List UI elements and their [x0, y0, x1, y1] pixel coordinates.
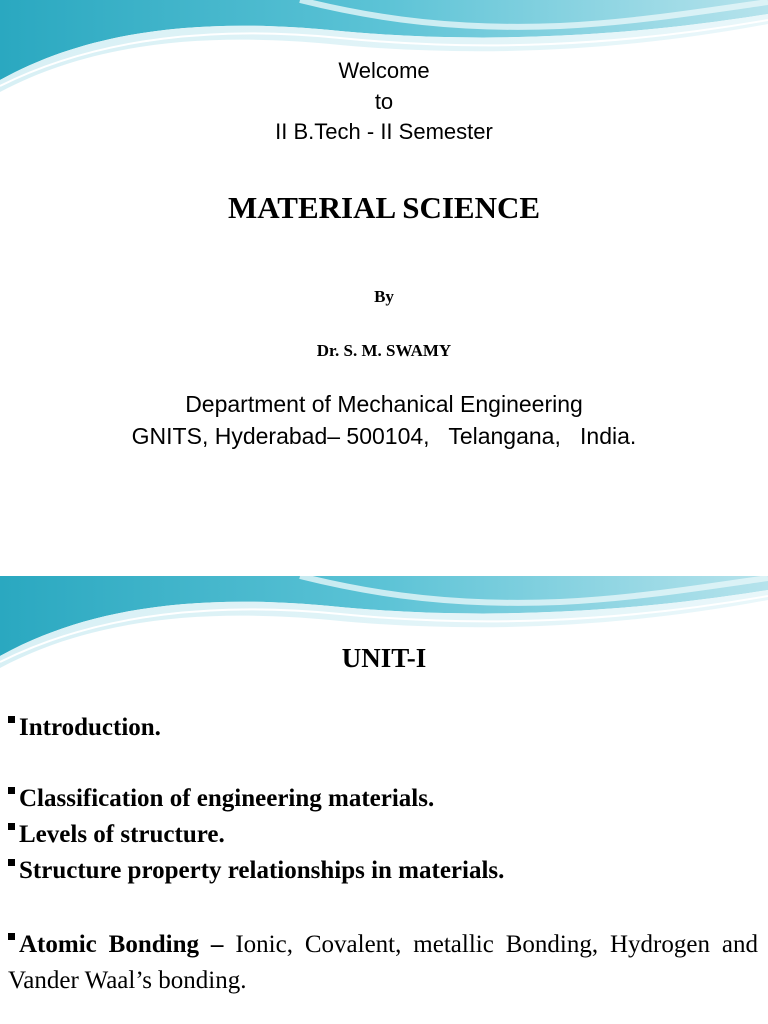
to-text: to [374, 89, 394, 114]
unit-slide [0, 576, 768, 1024]
list-item [8, 927, 758, 999]
list-item [8, 857, 758, 885]
bullet-icon [8, 859, 15, 866]
list-item [8, 714, 758, 742]
list-item-text: Ionic, Covalent, metallic Bonding, Hydrogen and Vander Waal’s bonding. [8, 931, 758, 994]
by-text: By [374, 287, 394, 306]
semester-text: II B.Tech - II Semester [275, 119, 493, 144]
department-text: Department of Mechanical Engineering [185, 391, 583, 417]
list-item-text: Levels of structure. [19, 821, 225, 848]
list-item-text: Introduction. [19, 714, 161, 741]
list-item-text: Classification of engineering materials. [19, 785, 435, 812]
bullet-icon [8, 716, 15, 723]
welcome-text: Welcome [338, 58, 430, 83]
list-item-text: Structure property relationships in materials. [19, 857, 505, 884]
author-name: Dr. S. M. SWAMY [316, 341, 452, 360]
bullet-icon [8, 933, 15, 940]
list-item [8, 821, 758, 849]
bullet-icon [8, 787, 15, 794]
list-item-heading: Atomic Bonding – [19, 931, 224, 958]
course-title: MATERIAL SCIENCE [227, 190, 541, 225]
institution-text: GNITS, Hyderabad– 500104, Telangana, India. [131, 423, 637, 449]
unit-title: UNIT-I [341, 643, 427, 673]
bullet-icon [8, 823, 15, 830]
list-item [8, 785, 758, 813]
